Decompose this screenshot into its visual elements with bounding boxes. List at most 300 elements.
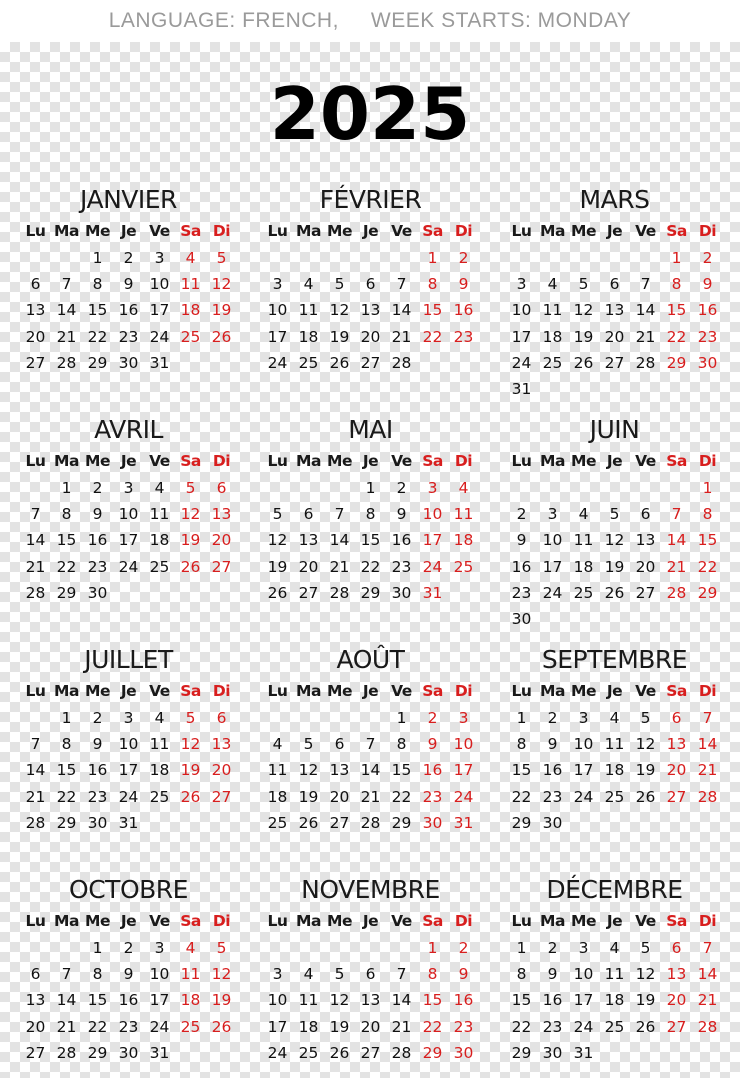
day-cell: 5 <box>185 479 196 497</box>
month-12 <box>506 875 723 1066</box>
day-cell: 25 <box>298 353 319 372</box>
day-cell: 13 <box>360 301 381 320</box>
day-cell: 24 <box>573 787 594 806</box>
weekday-header-row <box>20 679 237 703</box>
day-cell: 28 <box>329 583 350 602</box>
weekday-header: Ma <box>540 682 565 700</box>
weekday-header-row <box>506 679 723 703</box>
day-cell: 10 <box>149 965 170 984</box>
day-cell: 5 <box>334 965 345 984</box>
day-cell: 15 <box>360 531 381 550</box>
day-cell: 25 <box>180 1017 201 1036</box>
weekday-header: Ve <box>149 452 170 470</box>
day-cell: 1 <box>671 249 682 267</box>
day-cell: 8 <box>61 505 72 524</box>
day-cell: 8 <box>365 505 376 524</box>
day-cell: 18 <box>180 301 201 320</box>
week-start-label: WEEK STARTS: MONDAY <box>370 9 632 32</box>
day-cell: 6 <box>365 275 376 294</box>
day-cell: 31 <box>422 583 443 602</box>
day-cell: 26 <box>604 583 625 602</box>
day-cell: 31 <box>453 813 474 832</box>
empty-day-cell <box>630 475 661 501</box>
day-cell: 2 <box>547 709 558 727</box>
day-cell: 8 <box>516 965 527 984</box>
weekday-header: Je <box>120 222 137 240</box>
day-cell: 21 <box>391 1017 412 1036</box>
day-cell: 25 <box>604 787 625 806</box>
day-cell: 24 <box>267 353 288 372</box>
month-9 <box>506 645 723 836</box>
empty-day-cell <box>20 935 51 961</box>
day-cell: 30 <box>87 813 108 832</box>
day-cell: 6 <box>671 939 682 957</box>
day-cell: 28 <box>697 1017 718 1036</box>
weekday-header: Sa <box>666 452 687 470</box>
day-cell: 12 <box>180 505 201 524</box>
day-cell: 16 <box>391 531 412 550</box>
day-cell: 26 <box>635 787 656 806</box>
day-cell: 27 <box>211 557 232 576</box>
day-cell: 20 <box>635 557 656 576</box>
day-cell: 1 <box>61 709 72 727</box>
day-cell: 27 <box>635 583 656 602</box>
empty-day-cell <box>262 935 293 961</box>
day-cell: 3 <box>123 709 134 727</box>
day-cell: 16 <box>453 991 474 1010</box>
day-cell: 24 <box>511 353 532 372</box>
day-cell: 28 <box>697 787 718 806</box>
day-cell: 7 <box>61 965 72 984</box>
weekday-header: Je <box>606 222 623 240</box>
day-cell: 8 <box>92 965 103 984</box>
day-cell: 26 <box>211 327 232 346</box>
day-cell: 19 <box>211 991 232 1010</box>
day-cell: 11 <box>542 301 563 320</box>
day-cell: 18 <box>573 557 594 576</box>
day-cell: 3 <box>272 965 283 984</box>
day-grid <box>506 475 723 632</box>
day-cell: 11 <box>149 505 170 524</box>
day-cell: 14 <box>56 991 77 1010</box>
day-cell: 13 <box>360 991 381 1010</box>
weekday-header: Ve <box>149 912 170 930</box>
day-cell: 15 <box>697 531 718 550</box>
day-cell: 16 <box>697 301 718 320</box>
day-cell: 29 <box>697 583 718 602</box>
day-cell: 16 <box>87 761 108 780</box>
day-cell: 1 <box>365 479 376 497</box>
weekday-header: Ve <box>635 222 656 240</box>
day-cell: 26 <box>180 787 201 806</box>
day-cell: 4 <box>154 479 165 497</box>
weekday-header: Di <box>698 452 717 470</box>
day-cell: 7 <box>61 275 72 294</box>
day-cell: 31 <box>149 1043 170 1062</box>
weekday-header: Me <box>85 452 110 470</box>
day-cell: 24 <box>118 557 139 576</box>
day-cell: 3 <box>547 505 558 524</box>
day-cell: 1 <box>702 479 713 497</box>
day-cell: 3 <box>578 709 589 727</box>
day-cell: 11 <box>573 531 594 550</box>
weekday-header: Ve <box>149 222 170 240</box>
day-cell: 19 <box>635 991 656 1010</box>
day-cell: 12 <box>329 301 350 320</box>
month-7 <box>20 645 237 836</box>
empty-day-cell <box>324 245 355 271</box>
day-cell: 22 <box>56 557 77 576</box>
day-cell: 24 <box>453 787 474 806</box>
day-cell: 12 <box>211 275 232 294</box>
day-cell: 10 <box>573 735 594 754</box>
month-name: MAI <box>348 415 393 444</box>
day-cell: 12 <box>573 301 594 320</box>
day-cell: 27 <box>604 353 625 372</box>
weekday-header: Ve <box>149 682 170 700</box>
day-cell: 4 <box>609 709 620 727</box>
day-cell: 2 <box>92 709 103 727</box>
day-cell: 8 <box>61 735 72 754</box>
weekday-header: Ve <box>391 912 412 930</box>
day-cell: 20 <box>666 991 687 1010</box>
weekday-header: Ma <box>540 222 565 240</box>
day-cell: 13 <box>604 301 625 320</box>
day-cell: 23 <box>118 1017 139 1036</box>
day-cell: 14 <box>391 301 412 320</box>
day-cell: 5 <box>578 275 589 294</box>
day-grid <box>506 705 723 836</box>
day-cell: 1 <box>92 939 103 957</box>
day-cell: 14 <box>25 531 46 550</box>
day-cell: 1 <box>516 939 527 957</box>
day-cell: 17 <box>422 531 443 550</box>
weekday-header: Me <box>571 682 596 700</box>
day-cell: 25 <box>149 787 170 806</box>
day-cell: 7 <box>640 275 651 294</box>
weekday-header: Ve <box>391 682 412 700</box>
weekday-header: Lu <box>25 222 46 240</box>
day-cell: 18 <box>604 761 625 780</box>
day-cell: 7 <box>30 735 41 754</box>
header-bar <box>0 0 740 42</box>
day-cell: 29 <box>391 813 412 832</box>
day-cell: 6 <box>365 965 376 984</box>
day-cell: 16 <box>118 991 139 1010</box>
day-cell: 16 <box>87 531 108 550</box>
day-cell: 14 <box>56 301 77 320</box>
day-cell: 9 <box>123 965 134 984</box>
day-cell: 11 <box>180 965 201 984</box>
day-cell: 4 <box>303 965 314 984</box>
day-cell: 20 <box>211 761 232 780</box>
day-cell: 27 <box>360 1043 381 1062</box>
weekday-header: Sa <box>180 682 201 700</box>
weekday-header: Sa <box>180 222 201 240</box>
day-cell: 18 <box>149 531 170 550</box>
day-cell: 5 <box>609 505 620 524</box>
day-cell: 18 <box>267 787 288 806</box>
day-cell: 6 <box>609 275 620 294</box>
weekday-header: Lu <box>511 452 532 470</box>
weekday-header: Ve <box>635 452 656 470</box>
day-cell: 24 <box>149 1017 170 1036</box>
day-cell: 25 <box>180 327 201 346</box>
weekday-header: Di <box>454 222 473 240</box>
day-cell: 27 <box>666 787 687 806</box>
day-cell: 5 <box>272 505 283 524</box>
day-cell: 31 <box>149 353 170 372</box>
weekday-header-row <box>262 679 479 703</box>
day-cell: 21 <box>25 557 46 576</box>
day-cell: 8 <box>702 505 713 524</box>
empty-day-cell <box>386 935 417 961</box>
empty-day-cell <box>537 245 568 271</box>
weekday-header: Di <box>454 912 473 930</box>
day-cell: 21 <box>391 327 412 346</box>
day-cell: 28 <box>360 813 381 832</box>
weekday-header: Ma <box>54 912 79 930</box>
day-cell: 23 <box>542 787 563 806</box>
weekday-header: Sa <box>180 452 201 470</box>
empty-day-cell <box>324 935 355 961</box>
day-cell: 15 <box>422 301 443 320</box>
day-cell: 19 <box>329 1017 350 1036</box>
empty-day-cell <box>537 475 568 501</box>
day-cell: 3 <box>123 479 134 497</box>
day-cell: 11 <box>180 275 201 294</box>
month-2 <box>262 185 479 376</box>
day-cell: 16 <box>453 301 474 320</box>
day-cell: 6 <box>640 505 651 524</box>
day-cell: 30 <box>453 1043 474 1062</box>
day-cell: 22 <box>511 1017 532 1036</box>
weekday-header: Di <box>698 912 717 930</box>
day-cell: 30 <box>391 583 412 602</box>
day-cell: 7 <box>334 505 345 524</box>
weekday-header: Me <box>571 452 596 470</box>
day-cell: 10 <box>511 301 532 320</box>
day-cell: 18 <box>453 531 474 550</box>
day-cell: 7 <box>671 505 682 524</box>
weekday-header: Me <box>85 912 110 930</box>
day-grid <box>506 245 723 402</box>
weekday-header: Je <box>362 222 379 240</box>
day-cell: 4 <box>609 939 620 957</box>
day-cell: 15 <box>422 991 443 1010</box>
day-cell: 28 <box>25 813 46 832</box>
day-grid <box>20 245 237 376</box>
day-cell: 7 <box>396 965 407 984</box>
empty-day-cell <box>293 475 324 501</box>
day-cell: 7 <box>702 709 713 727</box>
year-title: 2025 <box>269 72 471 156</box>
day-cell: 24 <box>542 583 563 602</box>
day-cell: 19 <box>298 787 319 806</box>
day-cell: 14 <box>697 735 718 754</box>
day-cell: 11 <box>298 991 319 1010</box>
weekday-header: Ve <box>635 682 656 700</box>
day-cell: 14 <box>391 991 412 1010</box>
day-cell: 2 <box>702 249 713 267</box>
empty-day-cell <box>630 245 661 271</box>
weekday-header: Je <box>120 912 137 930</box>
day-cell: 22 <box>87 1017 108 1036</box>
day-cell: 19 <box>604 557 625 576</box>
day-cell: 23 <box>453 1017 474 1036</box>
day-cell: 18 <box>180 991 201 1010</box>
month-name: SEPTEMBRE <box>541 645 688 674</box>
weekday-header: Me <box>327 682 352 700</box>
weekday-header: Ve <box>391 222 412 240</box>
empty-day-cell <box>324 705 355 731</box>
day-cell: 5 <box>216 249 227 267</box>
day-cell: 20 <box>25 327 46 346</box>
day-cell: 10 <box>267 301 288 320</box>
empty-day-cell <box>293 935 324 961</box>
day-cell: 9 <box>702 275 713 294</box>
day-cell: 13 <box>666 735 687 754</box>
day-cell: 4 <box>272 735 283 754</box>
weekday-header: Lu <box>267 452 288 470</box>
day-cell: 15 <box>391 761 412 780</box>
day-cell: 17 <box>267 327 288 346</box>
empty-day-cell <box>20 475 51 501</box>
day-cell: 4 <box>185 249 196 267</box>
day-cell: 29 <box>56 583 77 602</box>
weekday-header: Lu <box>25 682 46 700</box>
weekday-header: Lu <box>511 222 532 240</box>
day-cell: 6 <box>671 709 682 727</box>
day-cell: 10 <box>573 965 594 984</box>
day-cell: 4 <box>547 275 558 294</box>
day-cell: 21 <box>697 761 718 780</box>
day-cell: 26 <box>573 353 594 372</box>
day-cell: 29 <box>666 353 687 372</box>
day-cell: 30 <box>697 353 718 372</box>
calendar-sheet <box>0 42 740 1078</box>
weekday-header: Lu <box>267 222 288 240</box>
day-cell: 21 <box>56 327 77 346</box>
empty-day-cell <box>324 475 355 501</box>
weekday-header-row <box>262 909 479 933</box>
weekday-header: Ma <box>296 222 321 240</box>
day-cell: 15 <box>511 761 532 780</box>
day-cell: 30 <box>542 813 563 832</box>
month-name: AVRIL <box>94 415 163 444</box>
weekday-header: Je <box>606 912 623 930</box>
day-cell: 27 <box>329 813 350 832</box>
day-cell: 16 <box>118 301 139 320</box>
day-cell: 19 <box>180 531 201 550</box>
weekday-header: Me <box>327 452 352 470</box>
day-cell: 8 <box>92 275 103 294</box>
day-cell: 9 <box>458 965 469 984</box>
day-cell: 28 <box>56 353 77 372</box>
day-cell: 7 <box>396 275 407 294</box>
weekday-header-row <box>262 219 479 243</box>
day-cell: 10 <box>118 735 139 754</box>
day-cell: 29 <box>422 1043 443 1062</box>
month-11 <box>262 875 479 1066</box>
day-cell: 2 <box>123 249 134 267</box>
day-cell: 23 <box>453 327 474 346</box>
day-cell: 2 <box>516 505 527 524</box>
day-cell: 29 <box>87 353 108 372</box>
day-cell: 26 <box>211 1017 232 1036</box>
day-cell: 29 <box>56 813 77 832</box>
day-cell: 5 <box>640 939 651 957</box>
day-cell: 14 <box>697 965 718 984</box>
empty-day-cell <box>262 245 293 271</box>
day-cell: 29 <box>87 1043 108 1062</box>
month-10 <box>20 875 237 1066</box>
day-cell: 9 <box>427 735 438 754</box>
day-cell: 13 <box>25 991 46 1010</box>
day-cell: 31 <box>118 813 139 832</box>
day-cell: 3 <box>516 275 527 294</box>
day-cell: 28 <box>391 353 412 372</box>
day-cell: 26 <box>180 557 201 576</box>
month-1 <box>20 185 237 376</box>
day-cell: 9 <box>547 965 558 984</box>
day-cell: 14 <box>329 531 350 550</box>
weekday-header: Ma <box>296 452 321 470</box>
empty-day-cell <box>661 475 692 501</box>
weekday-header: Me <box>571 222 596 240</box>
day-cell: 22 <box>697 557 718 576</box>
day-cell: 22 <box>391 787 412 806</box>
day-cell: 21 <box>360 787 381 806</box>
weekday-header: Je <box>120 452 137 470</box>
day-cell: 9 <box>458 275 469 294</box>
day-cell: 11 <box>453 505 474 524</box>
month-6 <box>506 415 723 632</box>
day-grid <box>262 935 479 1066</box>
month-8 <box>262 645 479 836</box>
weekday-header: Lu <box>25 912 46 930</box>
weekday-header: Ma <box>54 452 79 470</box>
weekday-header: Je <box>606 682 623 700</box>
day-cell: 19 <box>211 301 232 320</box>
day-cell: 25 <box>149 557 170 576</box>
day-cell: 24 <box>118 787 139 806</box>
month-name: JANVIER <box>80 185 177 214</box>
day-cell: 9 <box>92 505 103 524</box>
day-cell: 14 <box>25 761 46 780</box>
weekday-header-row <box>20 449 237 473</box>
day-cell: 13 <box>666 965 687 984</box>
day-cell: 14 <box>360 761 381 780</box>
day-grid <box>20 935 237 1066</box>
day-cell: 17 <box>511 327 532 346</box>
day-cell: 22 <box>511 787 532 806</box>
day-grid <box>20 475 237 606</box>
day-cell: 7 <box>30 505 41 524</box>
day-cell: 19 <box>267 557 288 576</box>
day-cell: 24 <box>573 1017 594 1036</box>
weekday-header: Lu <box>511 912 532 930</box>
day-cell: 5 <box>640 709 651 727</box>
day-cell: 27 <box>298 583 319 602</box>
day-cell: 11 <box>604 735 625 754</box>
day-cell: 23 <box>118 327 139 346</box>
day-cell: 15 <box>87 301 108 320</box>
day-cell: 8 <box>516 735 527 754</box>
day-cell: 3 <box>578 939 589 957</box>
day-cell: 18 <box>298 1017 319 1036</box>
day-cell: 19 <box>180 761 201 780</box>
